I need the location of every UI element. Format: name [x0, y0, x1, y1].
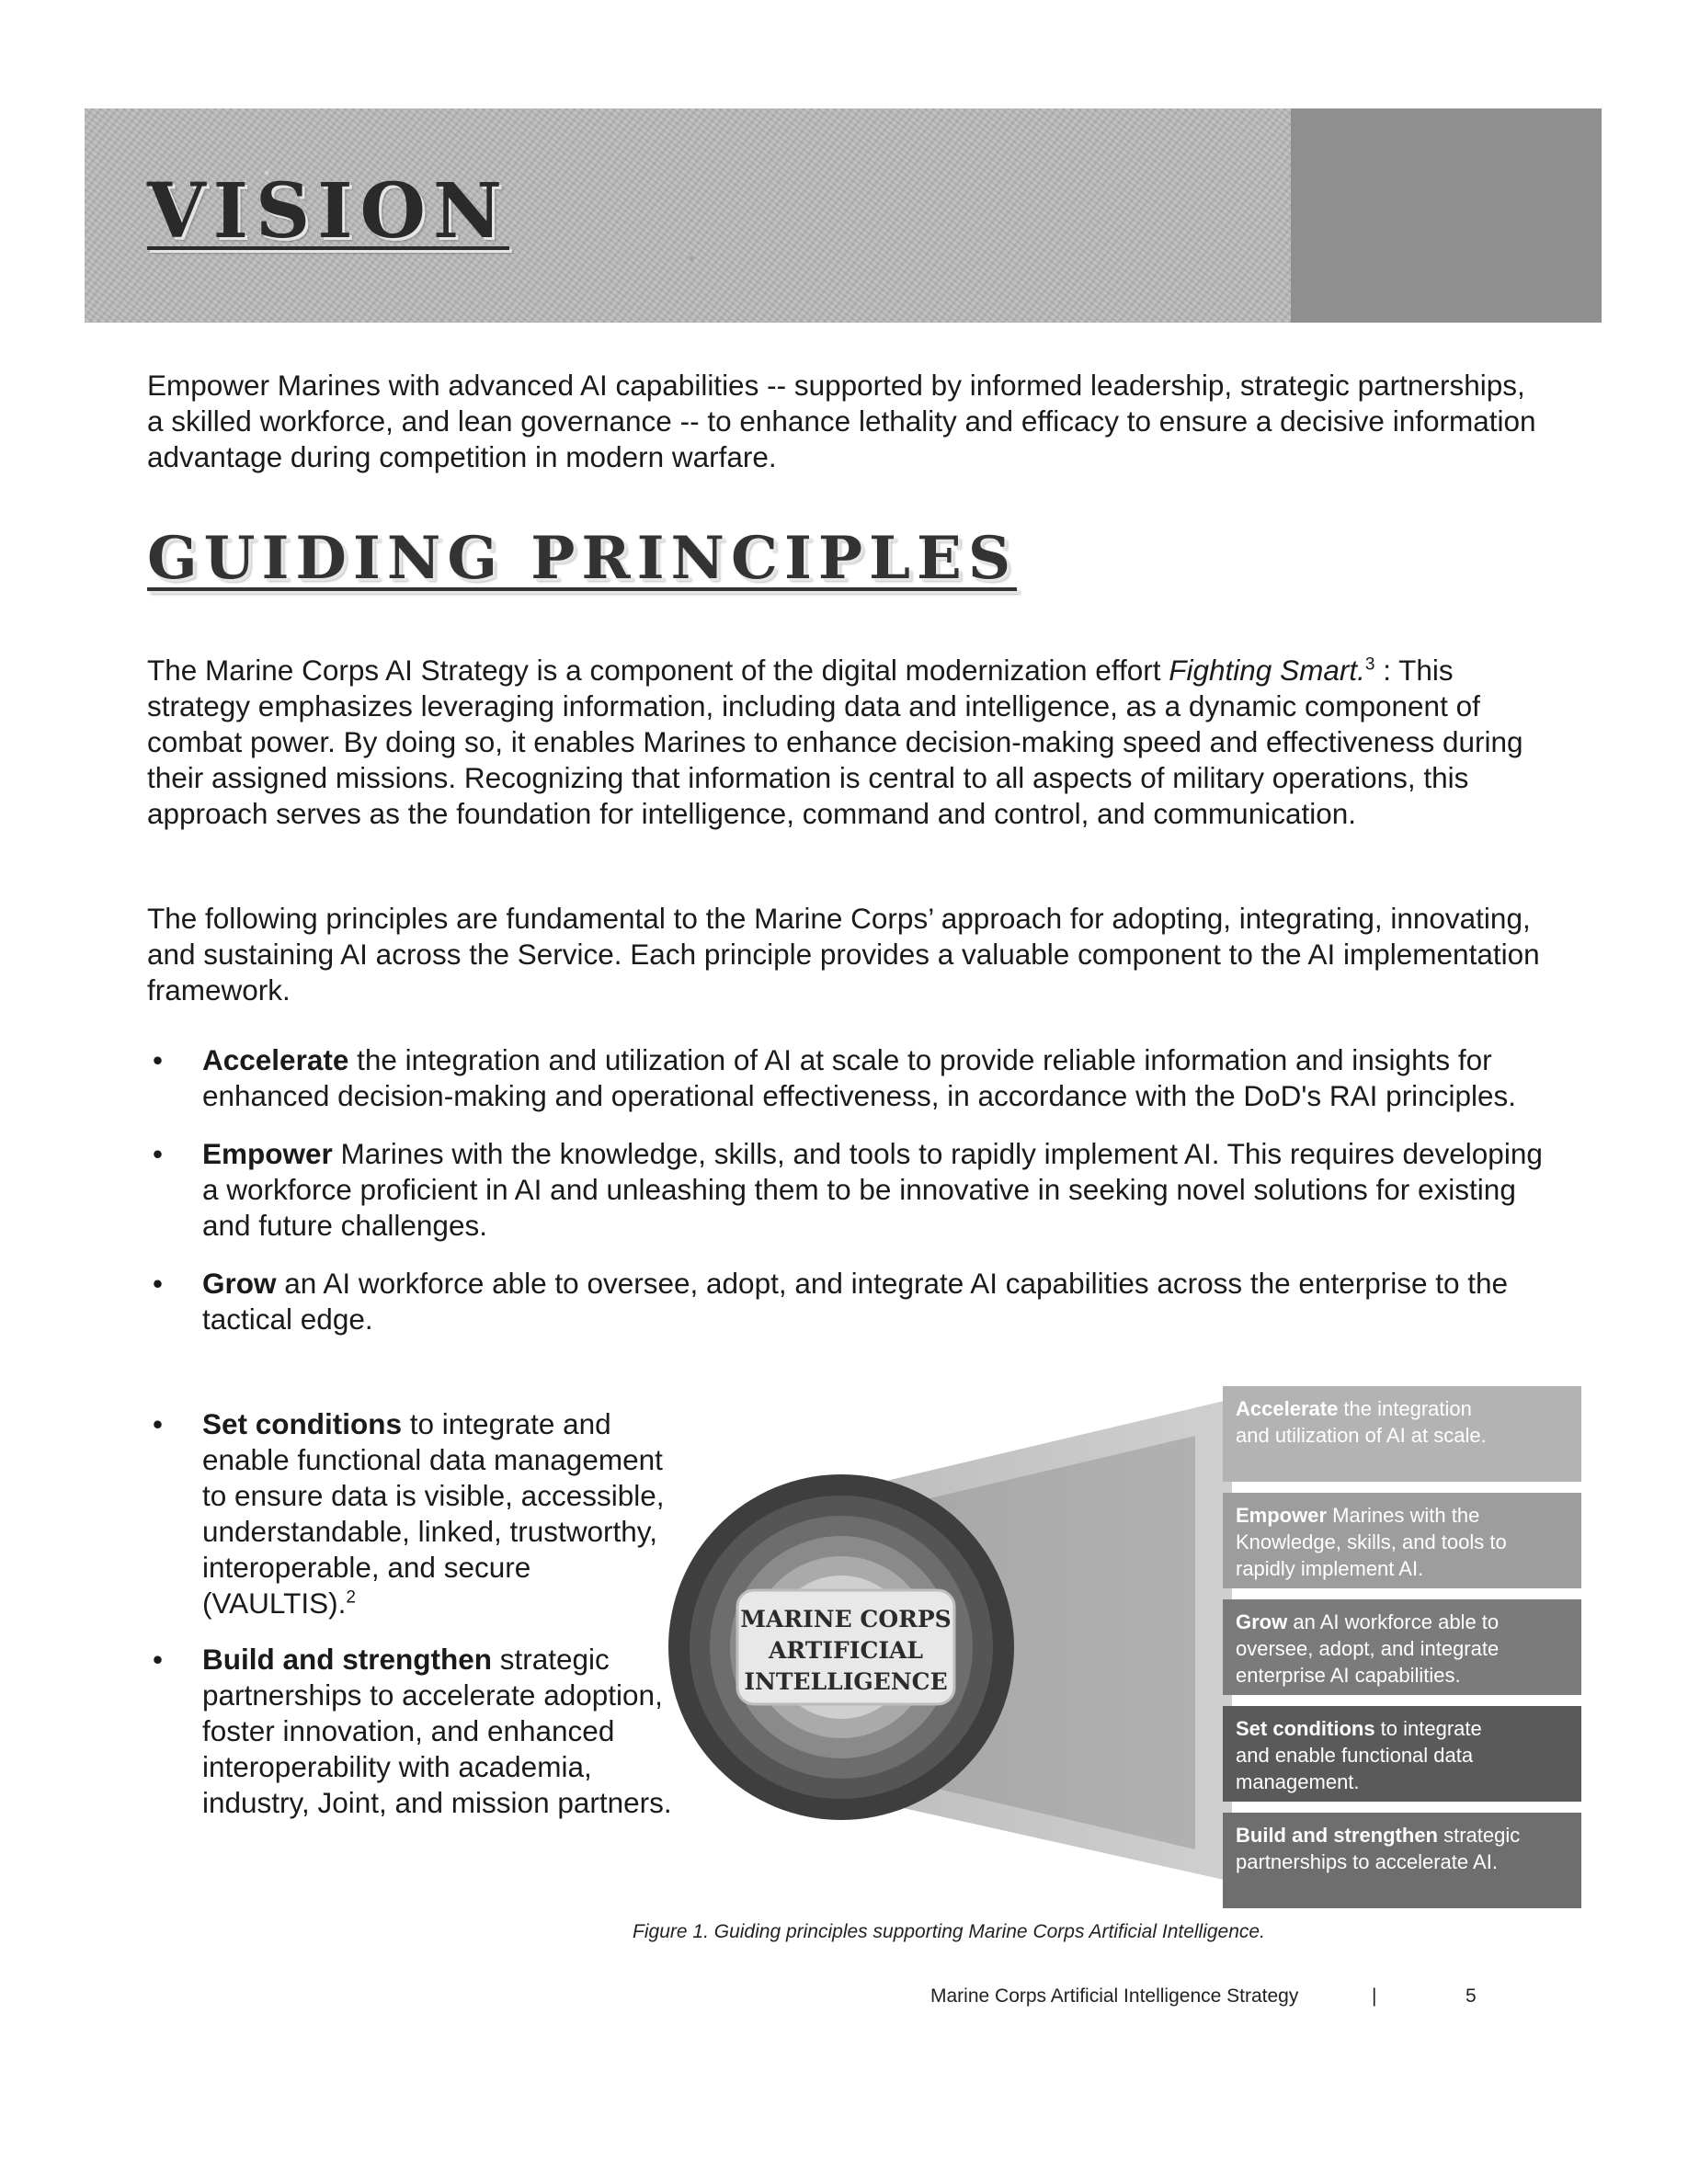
principle-box-line: Build and strengthen strategic	[1236, 1824, 1521, 1847]
principle-box-line: Set conditions to integrate	[1236, 1717, 1482, 1740]
vision-statement: Empower Marines with advanced AI capabilities -- supported by informed leadership, strategic partnerships, a skilled workforce, and lean governance -- to enhance lethality and efficacy to ensure a decisive information advantage during competition in modern warfare.	[147, 369, 1536, 473]
intro1-text: The Marine Corps AI Strategy is a component of the digital modernization effort	[147, 654, 1169, 687]
guiding-principles-figure	[662, 1371, 1583, 1912]
principle-boxes	[1223, 1386, 1581, 1908]
figure-caption: Figure 1. Guiding principles supporting Marine Corps Artificial Intelligence.	[633, 1921, 1265, 1942]
principle-keyword: Empower	[202, 1137, 333, 1170]
center-label-line-3: INTELLIGENCE	[744, 1668, 948, 1695]
principle-text: strategic partnerships to accelerate adoption, foster innovation, and enhanced interoperability with academia, industry, Joint, and mission partners.	[202, 1643, 672, 1819]
footer-document-title: Marine Corps Artificial Intelligence Strategy	[930, 1985, 1299, 2007]
principle-text: an AI workforce able to oversee, adopt, and integrate AI capabilities across the enterprise to the tactical edge.	[202, 1267, 1509, 1336]
principle-box	[1223, 1599, 1581, 1695]
bullet-dot: •	[153, 1043, 164, 1076]
footer-page-number: 5	[1466, 1985, 1477, 2007]
principle-keyword: Build and strengthen	[202, 1643, 492, 1676]
bullet-dot: •	[153, 1407, 164, 1440]
principle-box	[1223, 1706, 1581, 1802]
principle-box	[1223, 1493, 1581, 1588]
principle-box-line: rapidly implement AI.	[1236, 1557, 1424, 1580]
bullet-dot: •	[153, 1267, 164, 1300]
center-label-line-1: MARINE CORPS	[740, 1606, 952, 1632]
principle-text: the integration and utilization of AI at scale to provide reliable information and insights for enhanced decision-making and operational effectiveness, in accordance with the DoD's RAI principles.	[202, 1043, 1516, 1112]
principle-text: to integrate and enable functional data management to ensure data is visible, accessible, understandable, linked, trustworthy, interoperable, and secure (VAULTIS).	[202, 1407, 665, 1620]
guiding-intro-paragraph-1	[147, 653, 1545, 832]
principle-box-line: Grow an AI workforce able to	[1236, 1610, 1500, 1633]
vision-heading: VISION	[147, 167, 509, 256]
principle-box	[1223, 1813, 1581, 1908]
principle-keyword: Set conditions	[202, 1407, 403, 1440]
footer-separator: |	[1372, 1985, 1377, 2007]
principle-box-line: Empower Marines with the	[1236, 1504, 1480, 1527]
principles-diagram	[662, 1371, 1583, 1912]
bullet-dot: •	[153, 1137, 164, 1170]
principle-box-line: management.	[1236, 1770, 1360, 1793]
footnote-ref-2: 2	[346, 1587, 356, 1608]
principle-box-line: and utilization of AI at scale.	[1236, 1424, 1487, 1447]
guiding-principles-heading: GUIDING PRINCIPLES	[147, 524, 1018, 593]
principle-box-line: partnerships to accelerate AI.	[1236, 1850, 1498, 1873]
banner-side-panel	[1291, 108, 1602, 323]
principle-set-conditions	[147, 1406, 690, 1621]
fighting-smart-title: Fighting Smart.	[1169, 654, 1365, 687]
principle-box	[1223, 1386, 1581, 1482]
principle-build-strengthen	[147, 1642, 690, 1821]
intro1-text-continued: : This strategy emphasizes leveraging information, including data and intelligence, as a dynamic component of combat power. By doing so, it enables Marines to enhance decision-making speed and effectiveness during their assigned missions. Recognizing that information is central to all aspects of military operations, this approach serves as the foundation for intelligence, command and control, and communication.	[147, 654, 1523, 830]
bullet-dot: •	[153, 1643, 164, 1676]
principle-keyword: Accelerate	[202, 1043, 349, 1076]
guiding-intro-paragraph-2: The following principles are fundamental to the Marine Corps’ approach for adopting, integrating, innovating, and sustaining AI across the Service. Each principle provides a valuable component to the AI implementation framework.	[147, 902, 1540, 1007]
principle-text: Marines with the knowledge, skills, and tools to rapidly implement AI. This requires developing a workforce proficient in AI and unleashing them to be innovative in seeking novel solutions for existing and future challenges.	[202, 1137, 1543, 1242]
footnote-ref-3: 3	[1364, 654, 1375, 675]
principle-box-line: enterprise AI capabilities.	[1236, 1664, 1461, 1687]
principle-box-line: Accelerate the integration	[1236, 1397, 1472, 1420]
center-label-line-2: ARTIFICIAL	[768, 1637, 924, 1664]
principle-accelerate	[147, 1042, 1545, 1114]
principles-list-narrow	[147, 1406, 690, 1841]
principles-list	[147, 1042, 1545, 1359]
principle-box-line: Knowledge, skills, and tools to	[1236, 1530, 1507, 1553]
principle-box-line: and enable functional data	[1236, 1744, 1474, 1767]
principle-empower	[147, 1136, 1545, 1244]
principle-box-line: oversee, adopt, and integrate	[1236, 1637, 1500, 1660]
principle-keyword: Grow	[202, 1267, 277, 1300]
principle-grow	[147, 1266, 1545, 1337]
